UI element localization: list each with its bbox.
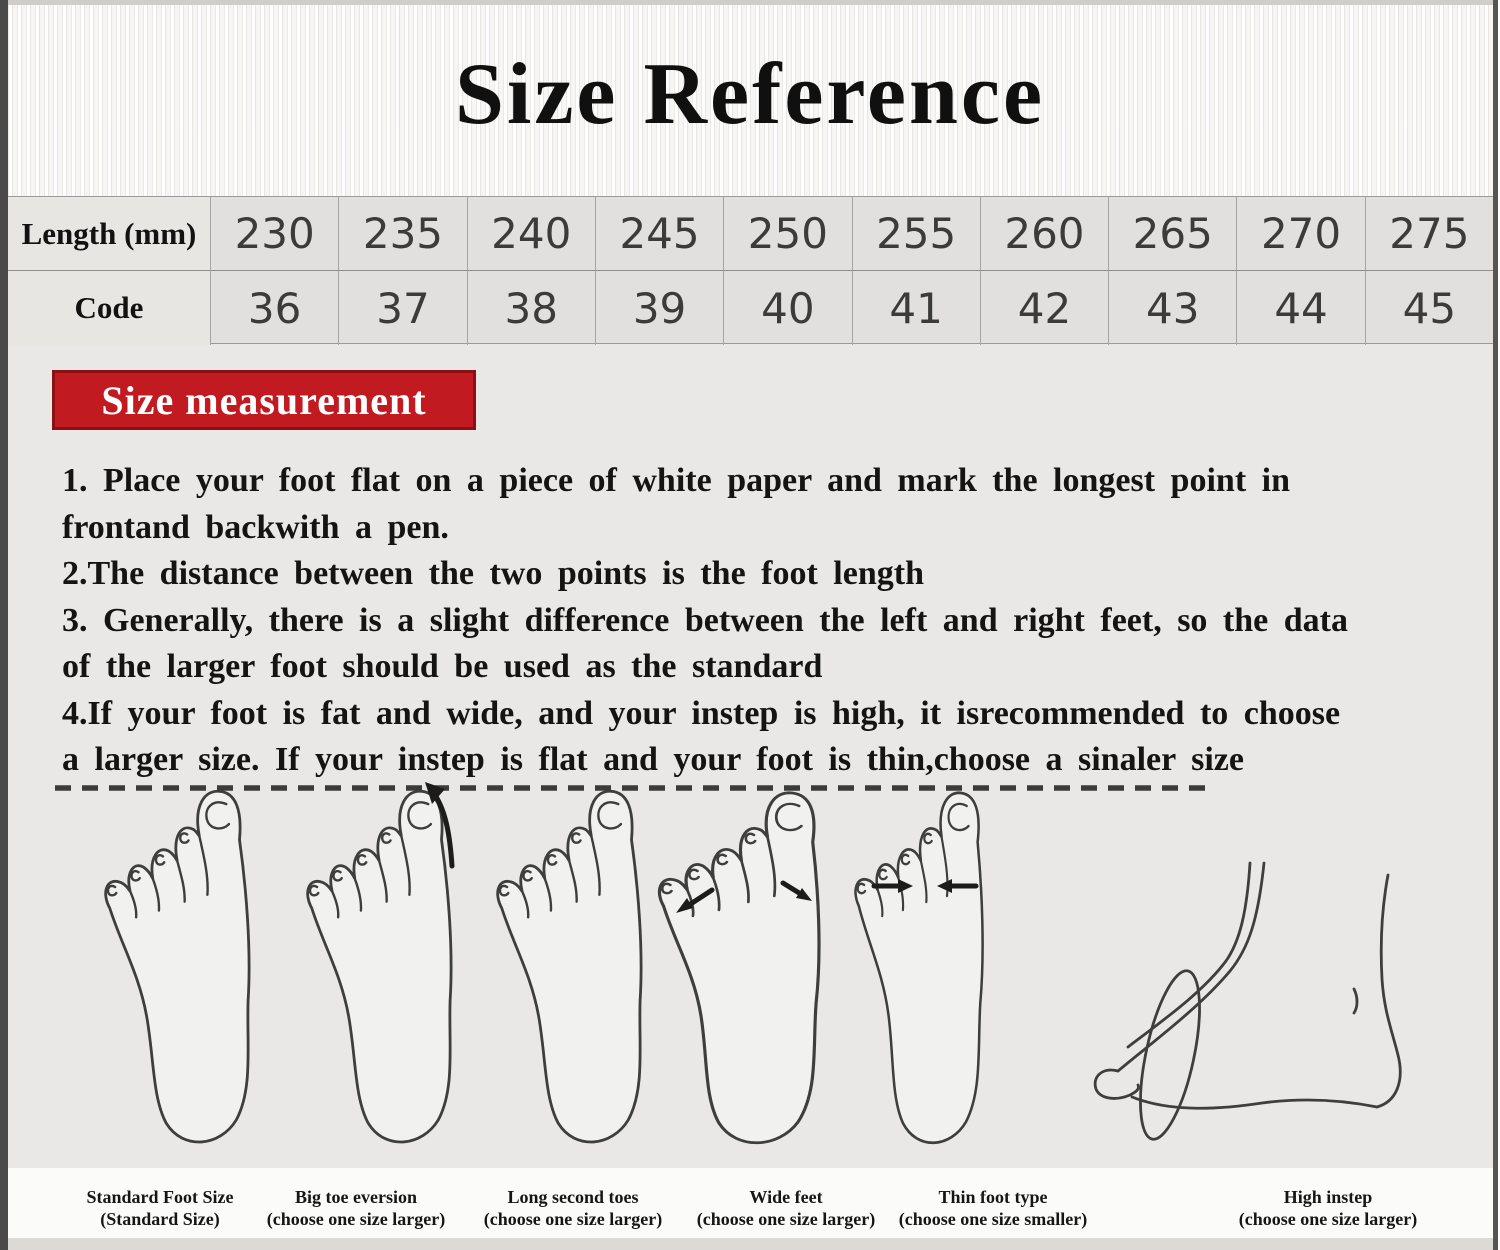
length-value: 250 bbox=[723, 197, 851, 271]
length-value: 240 bbox=[467, 197, 595, 271]
size-table bbox=[8, 196, 1493, 344]
instruction-line: 3. Generally, there is a slight difference between the left and right feet, so the data bbox=[62, 601, 1348, 639]
length-value: 230 bbox=[210, 197, 338, 271]
instruction-line: 4.If your foot is fat and wide, and your instep is high, it isrecommended to choose bbox=[62, 694, 1341, 732]
foot-type-labels bbox=[8, 1168, 1493, 1238]
code-value: 41 bbox=[852, 271, 980, 345]
label-long-second-toes: Long second toes (choose one size larger) bbox=[483, 1187, 663, 1229]
label-thin-foot: Thin foot type (choose one size smaller) bbox=[898, 1187, 1088, 1229]
code-value: 39 bbox=[595, 271, 723, 345]
foot-thin bbox=[856, 793, 983, 1143]
label-big-toe-eversion: Big toe eversion (choose one size larger) bbox=[266, 1187, 446, 1229]
frame-right-edge bbox=[1493, 0, 1500, 1250]
length-value: 275 bbox=[1365, 197, 1493, 271]
instruction-line: 2.The distance between the two points is the foot length bbox=[62, 555, 924, 592]
code-value: 40 bbox=[723, 271, 851, 345]
measurement-instructions bbox=[62, 458, 1472, 784]
table-row-header-length: Length (mm) bbox=[8, 197, 210, 271]
length-value: 260 bbox=[980, 197, 1108, 271]
length-value: 245 bbox=[595, 197, 723, 271]
code-value: 43 bbox=[1108, 271, 1236, 345]
code-value: 36 bbox=[210, 271, 338, 345]
code-value: 45 bbox=[1365, 271, 1493, 345]
frame-left-edge bbox=[0, 0, 8, 1250]
frame-top-edge bbox=[0, 0, 1500, 5]
label-high-instep: High instep (choose one size larger) bbox=[1238, 1187, 1418, 1229]
foot-types-illustration bbox=[0, 778, 1500, 1168]
instruction-line: frontand backwith a pen. bbox=[62, 508, 449, 546]
instruction-line: 1. Place your foot flat on a piece of white paper and mark the longest point in bbox=[62, 462, 1290, 499]
code-value: 42 bbox=[980, 271, 1108, 345]
table-row-header-code: Code bbox=[8, 271, 210, 345]
foot-high-instep-side-view bbox=[1095, 863, 1400, 1144]
bottom-divider bbox=[8, 1238, 1493, 1250]
instruction-line: of the larger foot should be used as the standard bbox=[62, 648, 823, 685]
label-wide-feet: Wide feet (choose one size larger) bbox=[696, 1187, 876, 1229]
size-measurement-banner bbox=[52, 370, 476, 430]
foot-standard bbox=[102, 790, 255, 1145]
foot-wide bbox=[659, 793, 819, 1143]
code-value: 38 bbox=[467, 271, 595, 345]
foot-big-toe-eversion bbox=[304, 790, 457, 1145]
code-value: 37 bbox=[338, 271, 466, 345]
instruction-line: a larger size. If your instep is flat and your foot is thin,choose a sinaler size bbox=[62, 741, 1244, 778]
page-title: Size Reference bbox=[454, 46, 1046, 143]
length-value: 265 bbox=[1108, 197, 1236, 271]
length-value: 270 bbox=[1236, 197, 1364, 271]
length-value: 255 bbox=[852, 197, 980, 271]
label-standard: Standard Foot Size (Standard Size) bbox=[86, 1187, 234, 1229]
foot-long-second-toes bbox=[494, 790, 647, 1145]
code-value: 44 bbox=[1236, 271, 1364, 345]
size-measurement-heading: Size measurement bbox=[101, 377, 427, 423]
length-value: 235 bbox=[338, 197, 466, 271]
